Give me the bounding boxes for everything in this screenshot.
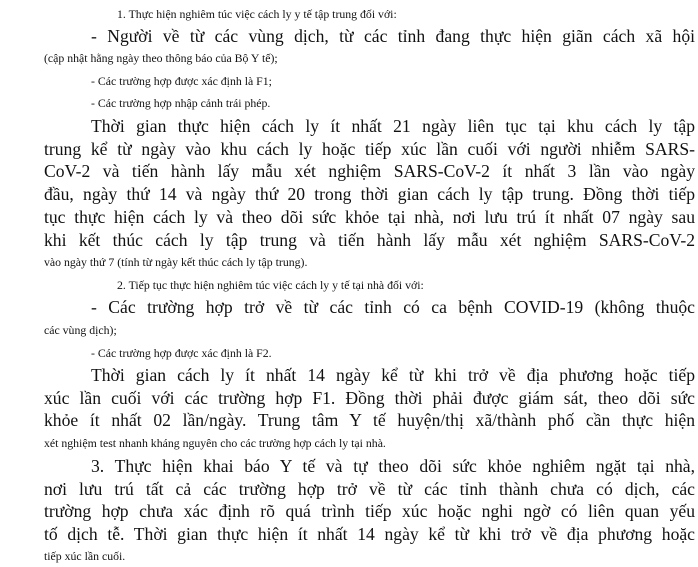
paragraph-1-line-5: tục thực hiện cách ly và theo dõi sức khỏe tại nhà, nơi lưu trú ít nhất 07 ngày sau — [44, 207, 695, 227]
bullet-covid-provinces-line-1: - Các trường hợp trở về từ các tỉnh có ca bệnh COVID-19 (không thuộc — [91, 297, 695, 317]
paragraph-2-line-2: xúc lần cuối với các trường hợp F1. Đồng thời phải được giám sát, theo dõi sức — [44, 388, 695, 408]
bullet-returnees-line-2: (cập nhật hằng ngày theo thông báo của Bộ Y tế); — [44, 51, 278, 65]
paragraph-1-line-7: vào ngày thứ 7 (tính từ ngày kết thúc cách ly tập trung). — [44, 255, 308, 269]
section-3-line-4: tố dịch tễ. Thời gian thực hiện ít nhất 14 ngày kể từ khi trở về địa phương hoặc — [44, 524, 695, 544]
paragraph-2-line-4: xét nghiệm test nhanh kháng nguyên cho các trường hợp cách ly tại nhà. — [44, 436, 386, 450]
bullet-returnees-line-1: - Người về từ các vùng dịch, từ các tỉnh đang thực hiện giãn cách xã hội — [91, 26, 695, 46]
section-3-line-3: trường hợp chưa xác định rõ quá trình tiếp xúc hoặc nghi ngờ có liên quan yếu — [44, 501, 695, 521]
paragraph-2-line-3: khỏe ít nhất 02 lần/ngày. Trung tâm Y tế huyện/thị xã/thành phố cần thực hiện — [44, 410, 695, 430]
section-3-line-1: 3. Thực hiện khai báo Y tế và tự theo dõi sức khỏe nghiêm ngặt tại nhà, — [91, 456, 695, 476]
section-1-heading: 1. Thực hiện nghiêm túc việc cách ly y tế tập trung đối với: — [117, 7, 397, 21]
paragraph-2-line-1: Thời gian cách ly ít nhất 14 ngày kể từ khi trở về địa phương hoặc tiếp — [91, 365, 695, 385]
section-2-heading: 2. Tiếp tục thực hiện nghiêm túc việc cách ly y tế tại nhà đối với: — [117, 278, 424, 292]
section-3-line-5: tiếp xúc lần cuối. — [44, 549, 126, 563]
bullet-illegal-entry: - Các trường hợp nhập cảnh trái phép. — [91, 96, 271, 110]
section-3-line-2: nơi lưu trú tất cả các trường hợp trở về từ các tỉnh thành chưa có dịch, các — [44, 479, 695, 499]
bullet-f1: - Các trường hợp được xác định là F1; — [91, 74, 272, 88]
paragraph-1-line-1: Thời gian thực hiện cách ly ít nhất 21 ngày liên tục tại khu cách ly tập — [91, 116, 695, 136]
paragraph-1-line-3: CoV-2 và tiến hành lấy mẫu xét nghiệm SARS-CoV-2 ít nhất 3 lần vào ngày — [44, 161, 695, 181]
paragraph-1-line-6: khi kết thúc cách ly tập trung và tiến hành lấy mẫu xét nghiệm SARS-CoV-2 — [44, 230, 695, 250]
bullet-f2: - Các trường hợp được xác định là F2. — [91, 346, 272, 360]
bullet-covid-provinces-line-2: các vùng dịch); — [44, 323, 117, 337]
paragraph-1-line-4: đầu, ngày thứ 14 và ngày thứ 20 trong thời gian cách ly tập trung. Đồng thời tiếp — [44, 184, 695, 204]
paragraph-1-line-2: trung kể từ ngày vào khu cách ly hoặc tiếp xúc lần cuối với người nhiễm SARS- — [44, 139, 695, 159]
